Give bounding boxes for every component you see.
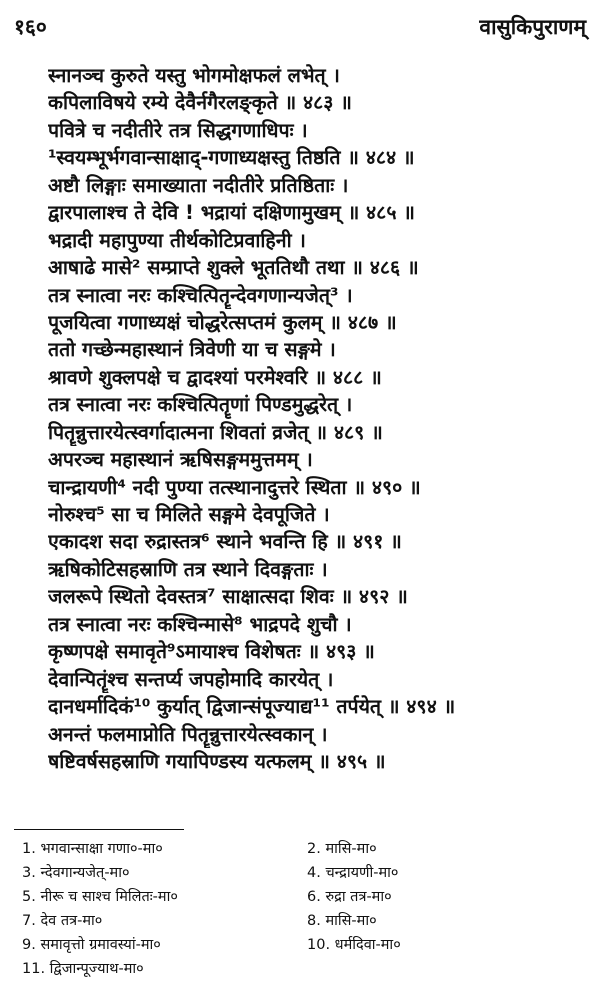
verse-line: नोरुश्च⁵ सा च मिलिते सङ्गमे देवपूजिते ।: [48, 503, 330, 526]
verse-line: ¹स्वयम्भूर्भगवान्साक्षाद्-गणाध्यक्षस्तु तिष्ठति ॥ ४८४ ॥: [48, 146, 415, 170]
verse-line: ऋषिकोटिसहस्राणि तत्र स्थाने दिवङ्गताः ।: [48, 557, 328, 581]
footnote: 3. न्देवगान्यजेत्-मा०: [22, 865, 130, 881]
verse-line: पूजयित्वा गणाध्यक्षं चोद्धरेत्सप्तमं कुलम् ॥ ४८७ ॥: [48, 310, 397, 334]
verse-block: [48, 62, 578, 775]
footnote: 8. मासि-मा०: [307, 913, 377, 929]
footnote: 4. चन्द्रायणी-मा०: [307, 865, 399, 881]
footnote: 5. नीरू च साश्च मिलितः-मा०: [22, 889, 178, 905]
verse-line: स्नानञ्च कुरुते यस्तु भोगमोक्षफलं लभेत् ।: [48, 64, 340, 87]
verse-line: कृष्णपक्षे समावृते⁹ऽमायाश्च विशेषतः ॥ ४९३ ॥: [48, 640, 375, 664]
footnotes: [22, 838, 582, 980]
verse-line: ततो गच्छेन्महास्थानं त्रिवेणी या च सङ्गमे ।: [48, 338, 336, 362]
footnote: 7. देव तत्र-मा०: [22, 913, 103, 929]
footnote: 10. धर्मदिवा-मा०: [307, 937, 401, 953]
verse-line: अष्टौ लिङ्गाः समाख्याता नदीतीरे प्रतिष्ठिताः ।: [48, 173, 349, 197]
verse-line: दानधर्मादिकं¹⁰ कुर्यात् द्विजान्संपूज्याद्य¹¹ तर्पयेत् ॥ ४९४ ॥: [48, 695, 456, 719]
verse-line: तत्र स्नात्वा नरः कश्चित्पितॄणां पिण्डमुद्धरेत् ।: [48, 393, 353, 417]
verse-line: कपिलाविषये रम्ये देवैर्नगैरलङ्कृते ॥ ४८३ ॥: [48, 91, 352, 115]
footnote: 9. समावृत्तो ग्रमावस्यां-मा०: [22, 937, 161, 953]
verse-line: पितॄन्नुत्तारयेत्स्वर्गादात्मना शिवतां व्रजेत् ॥ ४८९ ॥: [48, 420, 383, 444]
verse-line: श्रावणे शुक्लपक्षे च द्वादश्यां परमेश्वरि ॥ ४८८ ॥: [48, 365, 382, 389]
verse-line: आषाढे मासे² सम्प्राप्ते शुक्ले भूततिथौ तथा ॥ ४८६ ॥: [48, 256, 419, 280]
verse-line: देवान्पितॄंश्च सन्तर्प्य जपहोमादि कारयेत् ।: [48, 667, 334, 691]
verse-line: अपरञ्च महास्थानं ऋषिसङ्गममुत्तमम् ।: [48, 448, 313, 472]
verse-line: तत्र स्नात्वा नरः कश्चित्पितॄन्देवगणान्यजेत्³ ।: [48, 283, 353, 307]
verse-line: तत्र स्नात्वा नरः कश्चिन्मासे⁸ भाद्रपदे शुचौ ।: [48, 612, 352, 636]
footnote: 11. द्विजान्पूज्याथ-मा०: [22, 961, 144, 977]
verse-line: अनन्तं फलमाप्नोति पितॄन्नुत्तारयेत्स्वकान् ।: [48, 722, 328, 746]
verse-line: भद्रादी महापुण्या तीर्थकोटिप्रवाहिनी ।: [48, 228, 306, 252]
verse-line: षष्टिवर्षसहस्राणि गयापिण्डस्य यत्फलम् ॥ ४९५ ॥: [48, 749, 386, 773]
running-title: वासुकिपुराणम्: [479, 15, 586, 39]
footnote: 1. भगवान्साक्षा गणा०-मा०: [22, 841, 163, 857]
verse-line: द्वारपालाश्च ते देवि ! भद्रायां दक्षिणामुखम् ॥ ४८५ ॥: [48, 201, 415, 225]
verse-line: चान्द्रायणी⁴ नदी पुण्या तत्स्थानादुत्तरे स्थिता ॥ ४९० ॥: [48, 475, 421, 499]
footnote: 6. रुद्रा तत्र-मा०: [307, 889, 392, 905]
footnote: 2. मासि-मा०: [307, 841, 377, 857]
page-number: १६०: [14, 15, 47, 39]
footnote-divider: [14, 829, 184, 830]
page-header: [14, 10, 586, 44]
verse-line: पवित्रे च नदीतीरे तत्र सिद्धगणाधिपः ।: [48, 118, 308, 142]
verse-line: एकादश सदा रुद्रास्तत्र⁶ स्थाने भवन्ति हि ॥ ४९१ ॥: [48, 530, 402, 554]
verse-line: जलरूपे स्थितो देवस्तत्र⁷ साक्षात्सदा शिवः ॥ ४९२ ॥: [48, 585, 408, 609]
